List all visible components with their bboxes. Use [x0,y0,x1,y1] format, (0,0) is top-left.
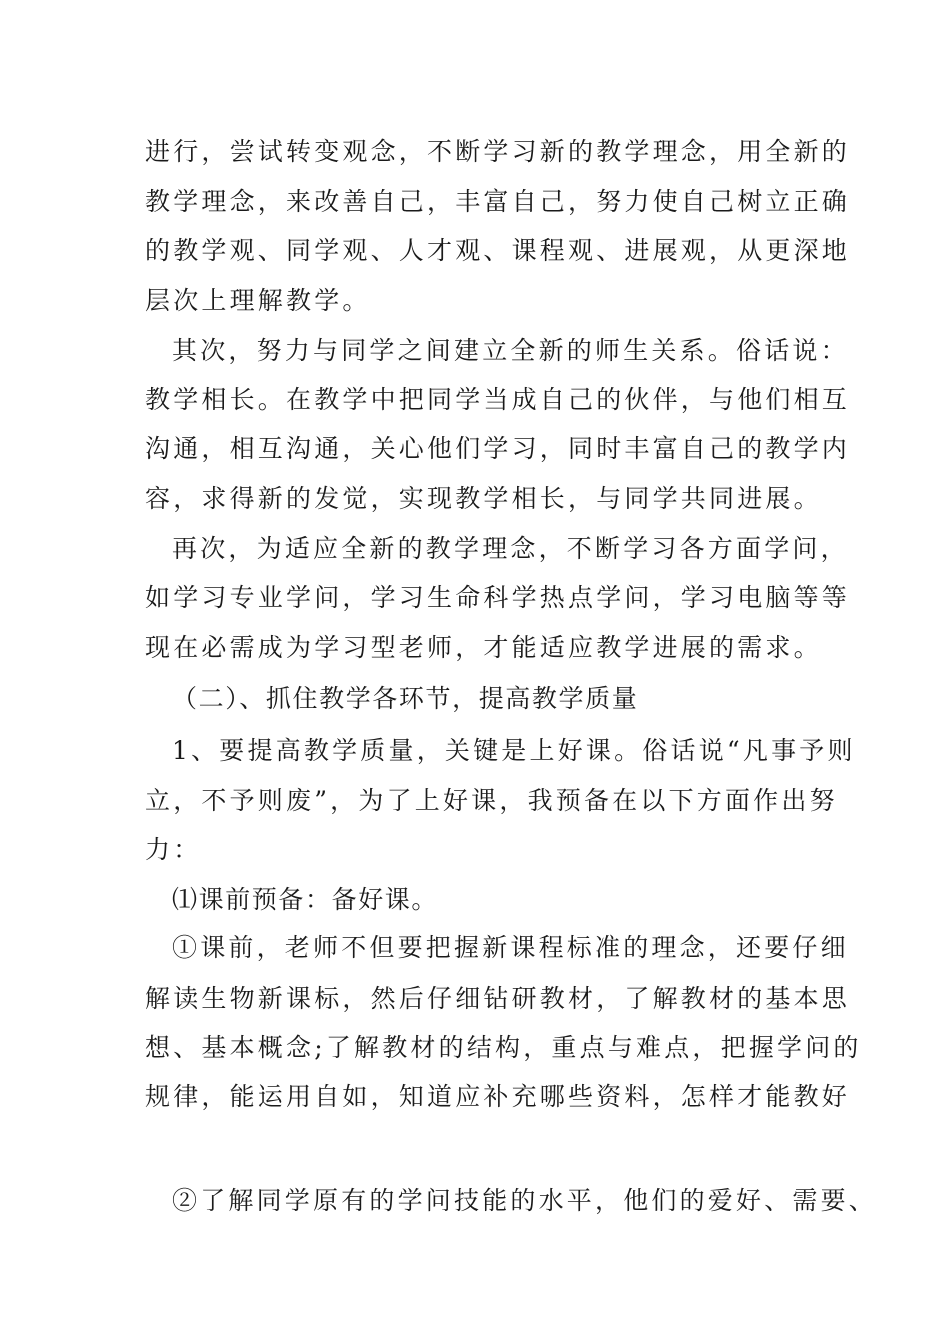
text-line: 的教学观、同学观、人才观、课程观、进展观，从更深地 [145,236,851,265]
text-line: ①课前，老师不但要把握新课程标准的理念，还要仔细 [172,933,849,962]
text-line: 如学习专业学问，学习生命科学热点学问，学习电脑等等 [145,583,851,612]
text-line: 容，求得新的发觉，实现教学相长，与同学共同进展。 [145,484,822,513]
text-line: 再次，为适应全新的教学理念，不断学习各方面学问， [172,534,849,563]
text-line: 想、基本概念;了解教材的结构，重点与难点，把握学问的 [145,1033,862,1062]
section-heading: （二）、抓住教学各环节，提高教学质量 [172,684,639,713]
text-line: 力： [145,835,202,864]
text-line: 层次上理解教学。 [145,286,371,315]
text-line: 现在必需成为学习型老师，才能适应教学进展的需求。 [145,633,822,662]
text-line: 1、要提高教学质量，关键是上好课。俗话说“凡事予则 [172,736,856,765]
text-line: 规律，能运用自如，知道应补充哪些资料，怎样才能教好 [145,1082,851,1111]
text-line: 教学理念，来改善自己，丰富自己，努力使自己树立正确 [145,187,851,216]
text-line: 进行，尝试转变观念，不断学习新的教学理念，用全新的 [145,137,851,166]
text-line: 教学相长。在教学中把同学当成自己的伙伴，与他们相互 [145,385,851,414]
text-line: 沟通，相互沟通，关心他们学习，同时丰富自己的教学内 [145,434,851,463]
subsection-heading: ⑴课前预备：备好课。 [172,885,439,914]
text-line: 立，不予则废”，为了上好课，我预备在以下方面作出努 [145,786,838,815]
text-line: 其次，努力与同学之间建立全新的师生关系。俗话说： [172,336,849,365]
text-line: 解读生物新课标，然后仔细钻研教材，了解教材的基本思 [145,984,851,1013]
text-line: ②了解同学原有的学问技能的水平，他们的爱好、需要、 [172,1186,878,1215]
